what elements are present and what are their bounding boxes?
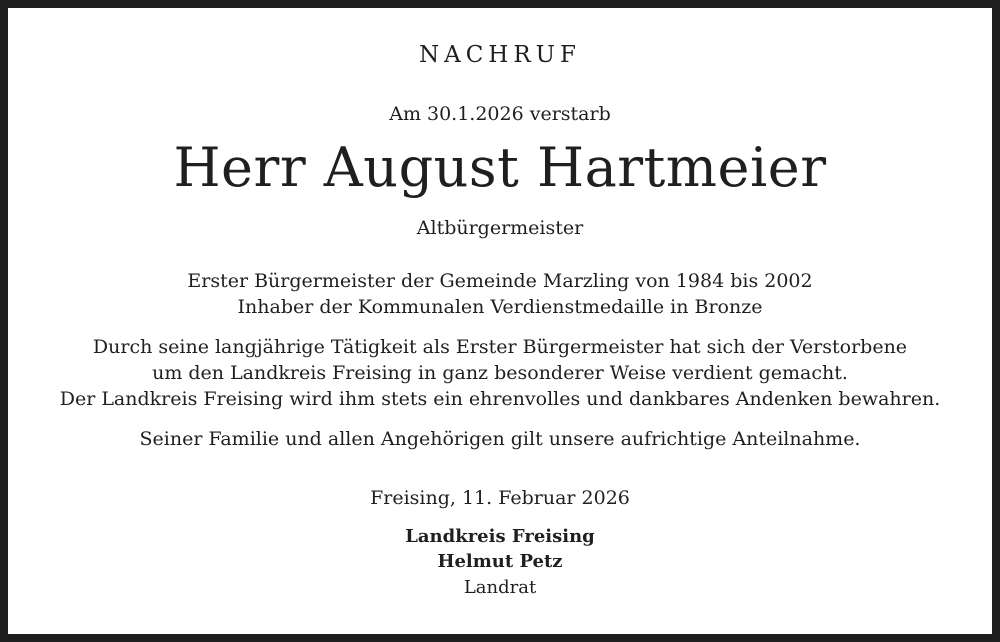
death-date-line: Am 30.1.2026 verstarb xyxy=(389,103,611,125)
signer-name: Helmut Petz xyxy=(437,551,563,572)
tribute-line: Durch seine langjährige Tätigkeit als Erster Bürgermeister hat sich der Verstorbene xyxy=(92,336,908,358)
career-line: Erster Bürgermeister der Gemeinde Marzling von 1984 bis 2002 xyxy=(187,270,813,292)
career-line: Inhaber der Kommunalen Verdienstmedaille in Bronze xyxy=(237,296,763,318)
signer-organization: Landkreis Freising xyxy=(405,526,595,547)
deceased-role: Altbürgermeister xyxy=(416,217,584,239)
tribute-line: um den Landkreis Freising in ganz besonderer Weise verdient gemacht. xyxy=(152,362,848,384)
deceased-name: Herr August Hartmeier xyxy=(173,136,827,199)
tribute-line: Der Landkreis Freising wird ihm stets ein ehrenvolles und dankbares Andenken bewahren. xyxy=(59,388,941,410)
condolence-line: Seiner Familie und allen Angehörigen gilt unsere aufrichtige Anteilnahme. xyxy=(139,428,861,450)
signer-title: Landrat xyxy=(463,577,537,598)
notice-heading: NACHRUF xyxy=(418,42,582,68)
place-date: Freising, 11. Februar 2026 xyxy=(370,487,630,509)
